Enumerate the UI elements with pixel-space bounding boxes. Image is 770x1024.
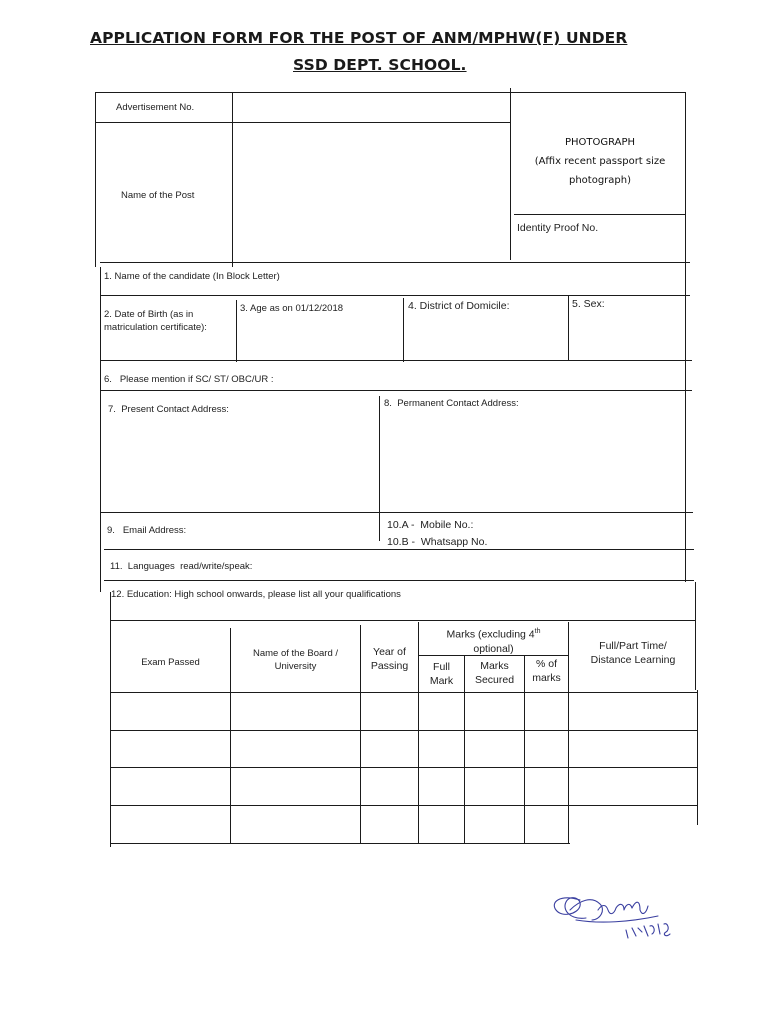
post-name-label: Name of the Post (121, 190, 195, 201)
identity-proof-label: Identity Proof No. (517, 222, 599, 234)
col-percent-marks: % of marks (532, 658, 561, 684)
handwritten-signature (540, 880, 700, 950)
permanent-address-label: 8. Permanent Contact Address: (384, 398, 519, 409)
advertisement-no-label: Advertisement No. (116, 102, 195, 113)
education-label: 12. Education: High school onwards, please list all your qualifications (111, 589, 401, 600)
col-exam-passed: Exam Passed (141, 657, 200, 668)
photograph-instruction: (Affix recent passport size (534, 156, 666, 167)
category-label: 6. Please mention if SC/ ST/ OBC/UR : (104, 374, 274, 385)
col-marks-secured: Marks Secured (474, 660, 515, 686)
sex-label: 5. Sex: (572, 298, 605, 310)
col-mode-of-study: Full/Part Time/ Distance Learning (590, 640, 676, 666)
photograph-box (515, 133, 685, 190)
form-title-line2: SSD DEPT. SCHOOL. (293, 56, 467, 74)
age-label: 3. Age as on 01/12/2018 (240, 303, 344, 314)
signature-date (622, 918, 626, 919)
col-full-mark: Full Mark (429, 661, 454, 687)
district-label: 4. District of Domicile: (408, 300, 510, 312)
present-address-label: 7. Present Contact Address: (108, 404, 229, 415)
candidate-name-label: 1. Name of the candidate (In Block Letter) (104, 271, 280, 282)
col-marks-header: Marks (excluding 4th optional) (446, 628, 541, 655)
form-title-line1: APPLICATION FORM FOR THE POST OF ANM/MPHW(F) UNDER (90, 29, 628, 47)
whatsapp-label: 10.B - Whatsapp No. (387, 536, 488, 548)
mobile-label: 10.A - Mobile No.: (387, 519, 474, 531)
dob-label: 2. Date of Birth (as in matriculation certificate): (104, 309, 207, 333)
photograph-instruction-2: photograph) (568, 175, 632, 186)
photograph-label: PHOTOGRAPH (564, 137, 636, 148)
email-label: 9. Email Address: (107, 525, 187, 536)
col-year-of-passing: Year of Passing (370, 646, 409, 672)
col-board-university: Name of the Board / University (252, 648, 339, 672)
languages-label: 11. Languages read/write/speak: (110, 561, 253, 572)
